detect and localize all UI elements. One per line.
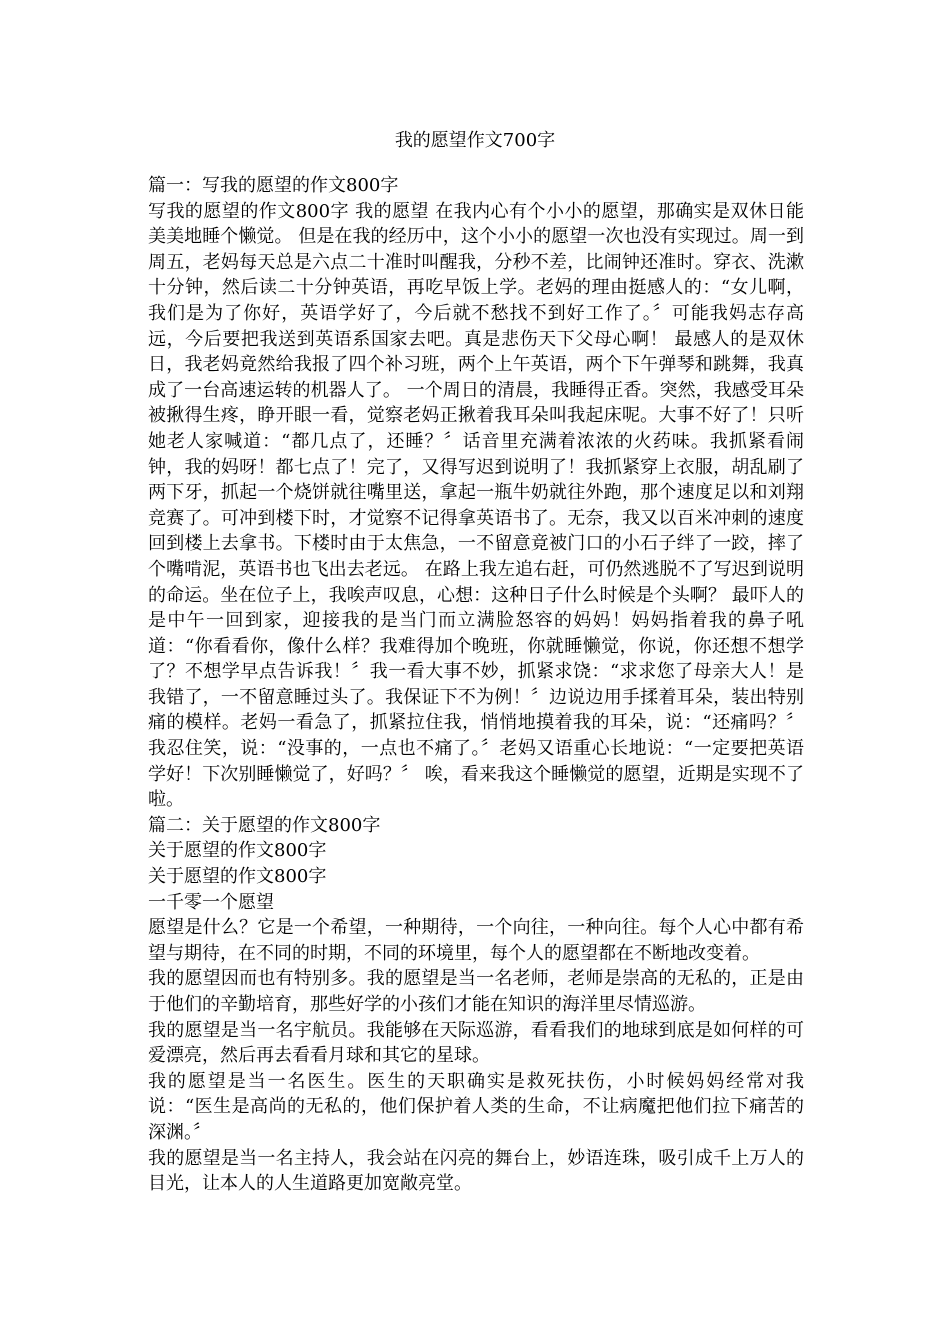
essay-paragraph: 愿望是什么？它是一个希望，一种期待，一个向往，一种向往。每个人心中都有希望与期待，在不同的时期，不同的环境里，每个人的愿望都在不断地改变着。 bbox=[148, 917, 804, 964]
document-body bbox=[148, 173, 804, 1197]
essay-subtitle: 关于愿望的作文800字 bbox=[148, 840, 327, 862]
essay-paragraph: 写我的愿望的作文800字 我的愿望 在我内心有个小小的愿望，那确实是双休日能美美地睡个懒觉。 但是在我的经历中，这个小小的愿望一次也没有实现过。周一到周五，老妈每天总是六点二十准时叫醒我，分秒不差，比闹钟还准时。穿衣、洗漱十分钟，然后读二十分钟英语，再吃早饭上学。老妈的理由挺感人的：“女儿啊，我们是为了你好，英语学好了，今后就不愁找不到好工作了。〞可能我妈志存高远，今后要把我送到英语系国家去吧。真是悲伤天下父母心啊！ 最感人的是双休日，我老妈竟然给我报了四个补习班，两个上午英语，两个下午弹琴和跳舞，我真成了一台高速运转的机器人了。 一个周日的清晨，我睡得正香。突然，我感受耳朵被揪得生疼，睁开眼一看，觉察老妈正揪着我耳朵叫我起床呢。大事不好了！只听她老人家喊道：“都几点了，还睡？〞话音里充满着浓浓的火药味。我抓紧看闹钟，我的妈呀！都七点了！完了，又得写迟到说明了！我抓紧穿上衣服，胡乱刷了两下牙，抓起一个烧饼就往嘴里送，拿起一瓶牛奶就往外跑，那个速度足以和刘翔竞赛了。可冲到楼下时，才觉察不记得拿英语书了。无奈，我又以百米冲刺的速度回到楼上去拿书。下楼时由于太焦急，一不留意竟被门口的小石子绊了一跤，摔了个嘴啃泥，英语书也飞出去老远。 在路上我左追右赶，可仍然逃脱不了写迟到说明的命运。坐在位子上，我唉声叹息，心想：这种日子什么时候是个头啊？ 最吓人的是中午一回到家，迎接我的是当门而立满脸怒容的妈妈！妈妈指着我的鼻子吼道：“你看看你，像什么样？我难得加个晚班，你就睡懒觉，你说，你还想不想学了？不想学早点告诉我！〞我一看大事不妙，抓紧求饶：“求求您了母亲大人！是我错了，一不留意睡过头了。我保证下不为例！〞边说边用手揉着耳朵，装出特别痛的模样。老妈一看急了，抓紧拉住我，悄悄地摸着我的耳朵，说：“还痛吗？〞我忍住笑，说：“没事的，一点也不痛了。〞老妈又语重心长地说：“一定要把英语学好！下次别睡懒觉了，好吗？〞 唉，看来我这个睡懒觉的愿望，近期是实现不了啦。 bbox=[148, 200, 804, 811]
essay-subtitle: 关于愿望的作文800字 bbox=[148, 866, 327, 888]
essay-paragraph: 我的愿望是当一名宇航员。我能够在天际巡游，看看我们的地球到底是如何样的可爱漂亮，然后再去看看月球和其它的星球。 bbox=[148, 1019, 804, 1067]
essay-paragraph: 我的愿望是当一名医生。医生的天职确实是救死扶伤，小时候妈妈经常对我说：“医生是高尚的无私的，他们保护着人类的生命，不让病魔把他们拉下痛苦的深渊。〞 bbox=[148, 1070, 804, 1143]
essay-paragraph: 我的愿望是当一名主持人，我会站在闪亮的舞台上，妙语连珠，吸引成千上万人的目光，让本人的人生道路更加宽敞亮堂。 bbox=[148, 1147, 804, 1195]
document-title: 我的愿望作文700字 bbox=[394, 130, 556, 151]
essay-title: 一千零一个愿望 bbox=[148, 891, 274, 913]
section-heading-2: 篇二：关于愿望的作文800字 bbox=[148, 814, 381, 836]
section-heading-1: 篇一：写我的愿望的作文800字 bbox=[148, 175, 399, 196]
essay-paragraph: 我的愿望因而也有特别多。我的愿望是当一名老师，老师是崇高的无私的，正是由于他们的辛勤培育，那些好学的小孩们才能在知识的海洋里尽情巡游。 bbox=[148, 968, 804, 1015]
